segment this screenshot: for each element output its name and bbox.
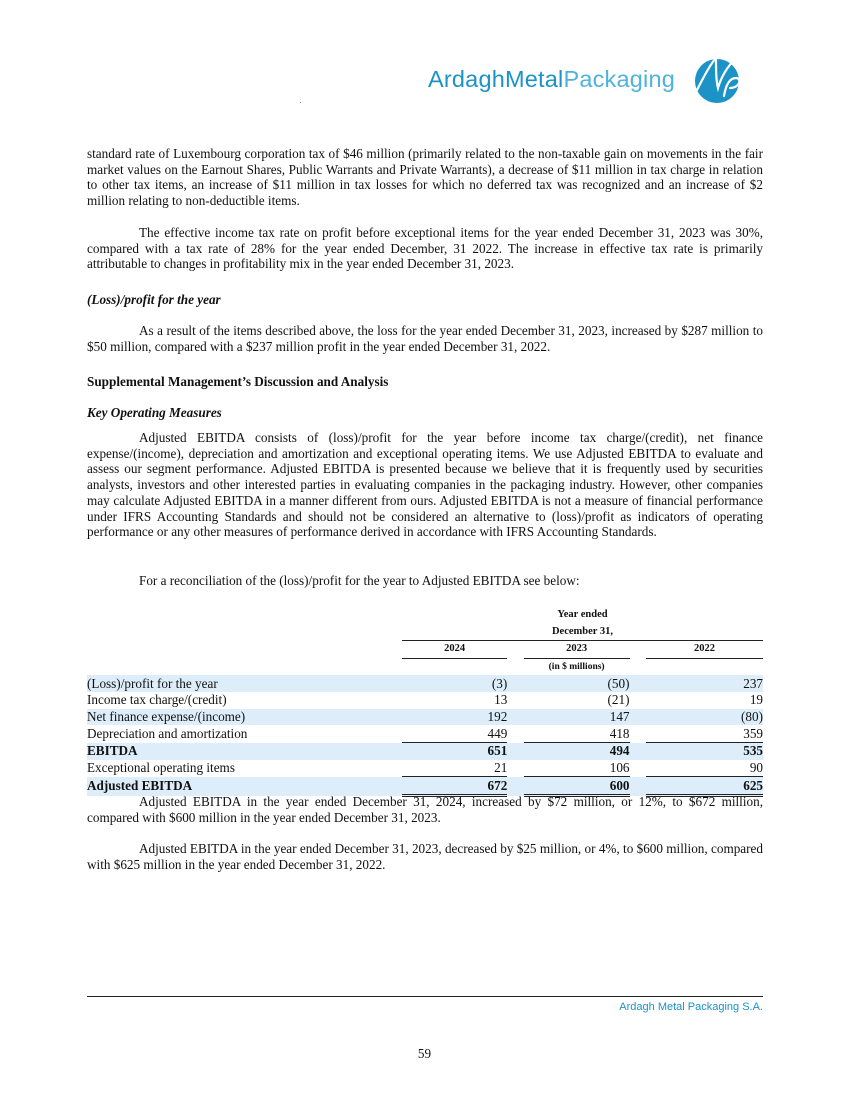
heading-key-measures: Key Operating Measures xyxy=(87,405,222,420)
paragraph-tax-rate: standard rate of Luxembourg corporation tax of $46 million (primarily related to the non-taxable gain on movements in the fair market values on the Earnout Shares, Public Warrants and Private Warrants), a decrease of $11 million in tax charge in relation to other tax items, an increase of $11 million in tax losses for which no deferred tax was recognized and an increase of $2 million relating to non-deductible items. xyxy=(87,146,763,209)
cell-2023: 600 xyxy=(524,777,630,796)
table-header-year-ended: Year ended xyxy=(557,609,608,621)
paragraph-adjusted-ebitda-definition: Adjusted EBITDA consists of (loss)/profit for the year before income tax charge/(credit), net finance expense/(income), depreciation and amortization and exceptional operating items. We use Adjusted EBITDA to evaluate and assess our segment performance. Adjusted EBITDA is presented because we believe that it is frequently used by securities analysts, investors and other interested parties in evaluating companies in the packaging industry. However, other companies may calculate Adjusted EBITDA in a manner different from ours. Adjusted EBITDA is not a measure of financial performance under IFRS Accounting Standards and should not be considered an alternative to (loss)/profit as indicators of operating performance or any other measures of performance derived in accordance with IFRS Accounting Standards. xyxy=(87,430,763,540)
row-label: Adjusted EBITDA xyxy=(87,777,402,796)
cell-2024: 21 xyxy=(402,760,507,777)
row-label: Exceptional operating items xyxy=(87,760,235,776)
cell-2023: 106 xyxy=(524,760,630,777)
row-label: Depreciation and amortization xyxy=(87,725,248,741)
cell-2024: 13 xyxy=(494,692,508,708)
ebitda-reconciliation-table xyxy=(87,607,763,797)
cell-2023: (50) xyxy=(524,675,630,692)
table-row xyxy=(87,692,763,709)
table-row-adjusted-ebitda xyxy=(87,777,763,796)
heading-supplemental-mda: Supplemental Management’s Discussion and Analysis xyxy=(87,374,389,389)
table-row xyxy=(87,725,763,742)
paragraph-ebitda-2023: Adjusted EBITDA in the year ended December 31, 2023, decreased by $25 million, or 4%, to $600 million, compared with $625 million in the year ended December 31, 2022. xyxy=(87,841,763,872)
cell-2024: (3) xyxy=(402,675,507,692)
row-label: (Loss)/profit for the year xyxy=(87,675,402,692)
heading-loss-profit: (Loss)/profit for the year xyxy=(87,292,221,307)
cell-2023: (21) xyxy=(607,692,630,708)
paragraph-ebitda-2024: Adjusted EBITDA in the year ended December 31, 2024, increased by $72 million, or 12%, to $672 million, compared with $600 million in the year ended December 31, 2023. xyxy=(87,794,763,825)
cell-2022: (80) xyxy=(646,709,763,726)
cell-2024: 449 xyxy=(402,725,507,742)
cell-2022: 237 xyxy=(646,675,763,692)
logo-mark-icon xyxy=(686,52,744,106)
cell-2023: 494 xyxy=(524,743,630,760)
paragraph-reconciliation-intro: For a reconciliation of the (loss)/profit for the year to Adjusted EBITDA see below: xyxy=(139,573,580,588)
table-row-ebitda xyxy=(87,743,763,760)
table-row xyxy=(87,709,763,726)
cell-2022: 625 xyxy=(646,777,763,796)
cell-2024: 672 xyxy=(402,777,507,796)
stray-dot xyxy=(300,102,301,103)
row-label: EBITDA xyxy=(87,743,402,760)
company-logo xyxy=(428,52,748,112)
cell-2024: 192 xyxy=(402,709,507,726)
table-header-december: December 31, xyxy=(551,625,613,637)
paragraph-effective-tax: The effective income tax rate on profit before exceptional items for the year ended December 31, 2023 was 30%, compared with a tax rate of 28% for the year ended December, 31 2022. The increase in effective tax rate is primarily attributable to changes in profitability mix in the year ended December 31, 2023. xyxy=(87,225,763,272)
footer-company-name: Ardagh Metal Packaging S.A. xyxy=(619,1001,763,1013)
cell-2022: 359 xyxy=(646,725,763,742)
column-header-2024: 2024 xyxy=(402,640,507,658)
svg-text:MP: MP xyxy=(715,86,717,87)
paragraph-loss-result: As a result of the items described above, the loss for the year ended December 31, 2023, increased by $287 million to $50 million, compared with a $237 million profit in the year ended December 31, 2022. xyxy=(87,323,763,354)
column-header-2022: 2022 xyxy=(646,640,763,658)
page-number: 59 xyxy=(417,1046,432,1061)
table-unit-label: (in $ millions) xyxy=(524,658,630,675)
table-row xyxy=(87,760,763,777)
row-label: Net finance expense/(income) xyxy=(87,709,402,726)
cell-2024: 651 xyxy=(402,743,507,760)
table-row xyxy=(87,675,763,692)
cell-2023: 418 xyxy=(524,725,630,742)
cell-2022: 19 xyxy=(749,692,763,708)
footer-divider xyxy=(87,996,763,997)
logo-wordmark: ArdaghMetalPackaging xyxy=(428,66,675,92)
column-header-2023: 2023 xyxy=(524,640,630,658)
cell-2022: 535 xyxy=(646,743,763,760)
cell-2022: 90 xyxy=(646,760,763,777)
row-label: Income tax charge/(credit) xyxy=(87,692,227,708)
cell-2023: 147 xyxy=(524,709,630,726)
